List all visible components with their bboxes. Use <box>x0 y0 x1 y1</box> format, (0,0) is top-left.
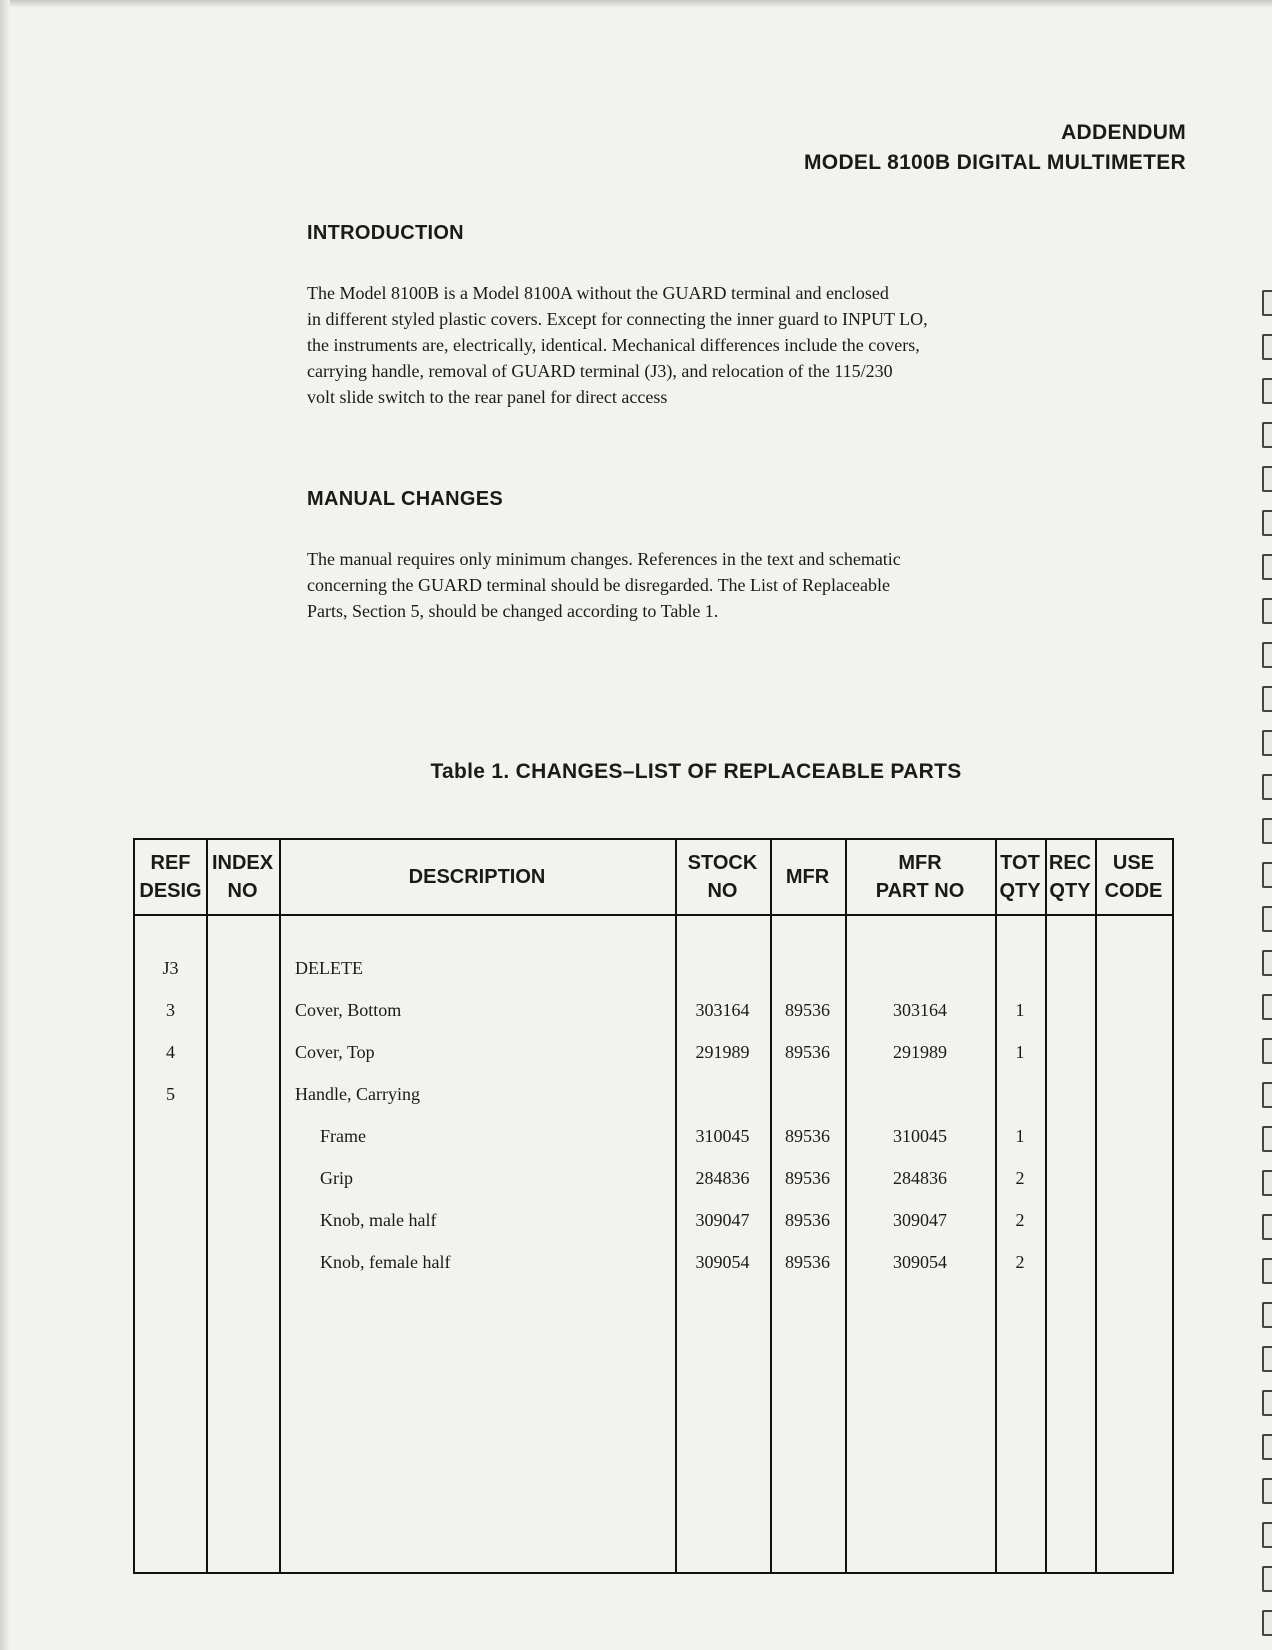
cell-ref-desig: J3 <box>162 958 179 978</box>
binding-loop <box>1262 334 1272 360</box>
binding-loop <box>1262 1258 1272 1284</box>
cell-stock-no: 309054 <box>695 1252 750 1272</box>
cell-ref-desig: 4 <box>166 1042 175 1062</box>
cell-stock-no: 309047 <box>695 1210 750 1230</box>
paragraph-line: in different styled plastic covers. Except for connecting the inner guard to INPUT LO, <box>307 309 928 329</box>
cell-description: Cover, Bottom <box>295 1000 402 1020</box>
introduction-paragraph <box>307 280 1047 410</box>
binding-loop <box>1262 1522 1272 1548</box>
binding-loop <box>1262 774 1272 800</box>
binding-loop <box>1262 818 1272 844</box>
binding-loop <box>1262 378 1272 404</box>
binding-loop <box>1262 686 1272 712</box>
column-divider <box>279 840 281 1572</box>
binding-loop <box>1262 598 1272 624</box>
cell-tot-qty: 2 <box>1015 1210 1025 1230</box>
binding-loop <box>1262 1610 1272 1636</box>
binding-loop <box>1262 1478 1272 1504</box>
binding-loop <box>1262 642 1272 668</box>
paragraph-line: the instruments are, electrically, identical. Mechanical differences include the covers, <box>307 335 920 355</box>
column-divider <box>1045 840 1047 1572</box>
table-title: Table 1. CHANGES–LIST OF REPLACEABLE PARTS <box>430 760 962 783</box>
header-stock-no: STOCK NO <box>687 852 758 902</box>
cell-mfr-part-no: 303164 <box>893 1000 947 1020</box>
header-mfr: MFR <box>785 866 830 888</box>
paragraph-line: The Model 8100B is a Model 8100A without the GUARD terminal and enclosed <box>307 283 889 303</box>
binding-loop <box>1262 1082 1272 1108</box>
page-left-shadow <box>0 0 10 1650</box>
binding-loop <box>1262 950 1272 976</box>
binding-loop <box>1262 1126 1272 1152</box>
cell-mfr: 89536 <box>785 1126 830 1146</box>
binding-loop <box>1262 994 1272 1020</box>
cell-mfr: 89536 <box>785 1168 830 1188</box>
cell-tot-qty: 2 <box>1015 1252 1025 1272</box>
paragraph-line: Parts, Section 5, should be changed according to Table 1. <box>307 601 719 621</box>
header-ref-desig: REF DESIG <box>139 852 202 902</box>
paragraph-line: volt slide switch to the rear panel for direct access <box>307 387 668 407</box>
cell-mfr: 89536 <box>785 1210 830 1230</box>
page-top-shadow <box>0 0 1272 8</box>
binding-loop <box>1262 730 1272 756</box>
header-line-2: MODEL 8100B DIGITAL MULTIMETER <box>804 151 1186 174</box>
cell-description: Frame <box>320 1126 366 1146</box>
paragraph-line: The manual requires only minimum changes. References in the text and schematic <box>307 549 901 569</box>
header-description: DESCRIPTION <box>408 866 546 888</box>
binding-loop <box>1262 1214 1272 1240</box>
cell-description: Grip <box>320 1168 353 1188</box>
cell-stock-no: 310045 <box>695 1126 750 1146</box>
header-tot-qty: TOT QTY <box>999 852 1041 902</box>
binding-loop <box>1262 1170 1272 1196</box>
binding-loop <box>1262 290 1272 316</box>
cell-mfr: 89536 <box>785 1000 830 1020</box>
binding-loop <box>1262 510 1272 536</box>
binding-loop <box>1262 1434 1272 1460</box>
cell-description: DELETE <box>295 958 363 978</box>
binding-loop <box>1262 1566 1272 1592</box>
column-divider <box>995 840 997 1572</box>
column-divider <box>770 840 772 1572</box>
binding-loop <box>1262 1346 1272 1372</box>
binding-loop <box>1262 466 1272 492</box>
header-mfr-part-no: MFR PART NO <box>875 852 965 902</box>
manual-changes-paragraph <box>307 546 1047 624</box>
cell-tot-qty: 1 <box>1015 1126 1025 1146</box>
cell-description: Knob, female half <box>320 1252 451 1272</box>
header-line-1: ADDENDUM <box>1061 121 1186 144</box>
document-header <box>804 118 1186 178</box>
binding-loop <box>1262 1302 1272 1328</box>
cell-stock-no: 291989 <box>695 1042 750 1062</box>
cell-mfr-part-no: 310045 <box>893 1126 947 1146</box>
cell-stock-no: 303164 <box>695 1000 750 1020</box>
binding-loop <box>1262 1390 1272 1416</box>
header-rec-qty: REC QTY <box>1048 852 1092 902</box>
cell-stock-no: 284836 <box>695 1168 750 1188</box>
cell-tot-qty: 1 <box>1015 1000 1025 1020</box>
cell-description: Cover, Top <box>295 1042 375 1062</box>
cell-description: Knob, male half <box>320 1210 437 1230</box>
column-divider <box>845 840 847 1572</box>
binding-loop <box>1262 422 1272 448</box>
header-use-code: USE CODE <box>1104 852 1163 902</box>
cell-description: Handle, Carrying <box>295 1084 420 1104</box>
manual-changes-heading: MANUAL CHANGES <box>307 488 504 510</box>
cell-mfr-part-no: 309054 <box>893 1252 947 1272</box>
cell-ref-desig: 5 <box>166 1084 175 1104</box>
binding-loop <box>1262 906 1272 932</box>
paragraph-line: carrying handle, removal of GUARD terminal (J3), and relocation of the 115/230 <box>307 361 893 381</box>
cell-tot-qty: 1 <box>1015 1042 1025 1062</box>
cell-mfr-part-no: 309047 <box>893 1210 947 1230</box>
column-divider <box>206 840 208 1572</box>
column-divider <box>675 840 677 1572</box>
cell-tot-qty: 2 <box>1015 1168 1025 1188</box>
replaceable-parts-table <box>133 838 1174 1574</box>
paragraph-line: concerning the GUARD terminal should be disregarded. The List of Replaceable <box>307 575 890 595</box>
cell-mfr-part-no: 284836 <box>893 1168 947 1188</box>
cell-mfr-part-no: 291989 <box>893 1042 947 1062</box>
introduction-heading: INTRODUCTION <box>307 222 464 244</box>
binding-loop <box>1262 554 1272 580</box>
cell-ref-desig: 3 <box>166 1000 175 1020</box>
binding-loop <box>1262 1038 1272 1064</box>
cell-mfr: 89536 <box>785 1252 830 1272</box>
header-divider <box>135 914 1172 916</box>
column-divider <box>1095 840 1097 1572</box>
binding-loop <box>1262 862 1272 888</box>
header-index-no: INDEX NO <box>211 852 274 902</box>
cell-mfr: 89536 <box>785 1042 830 1062</box>
